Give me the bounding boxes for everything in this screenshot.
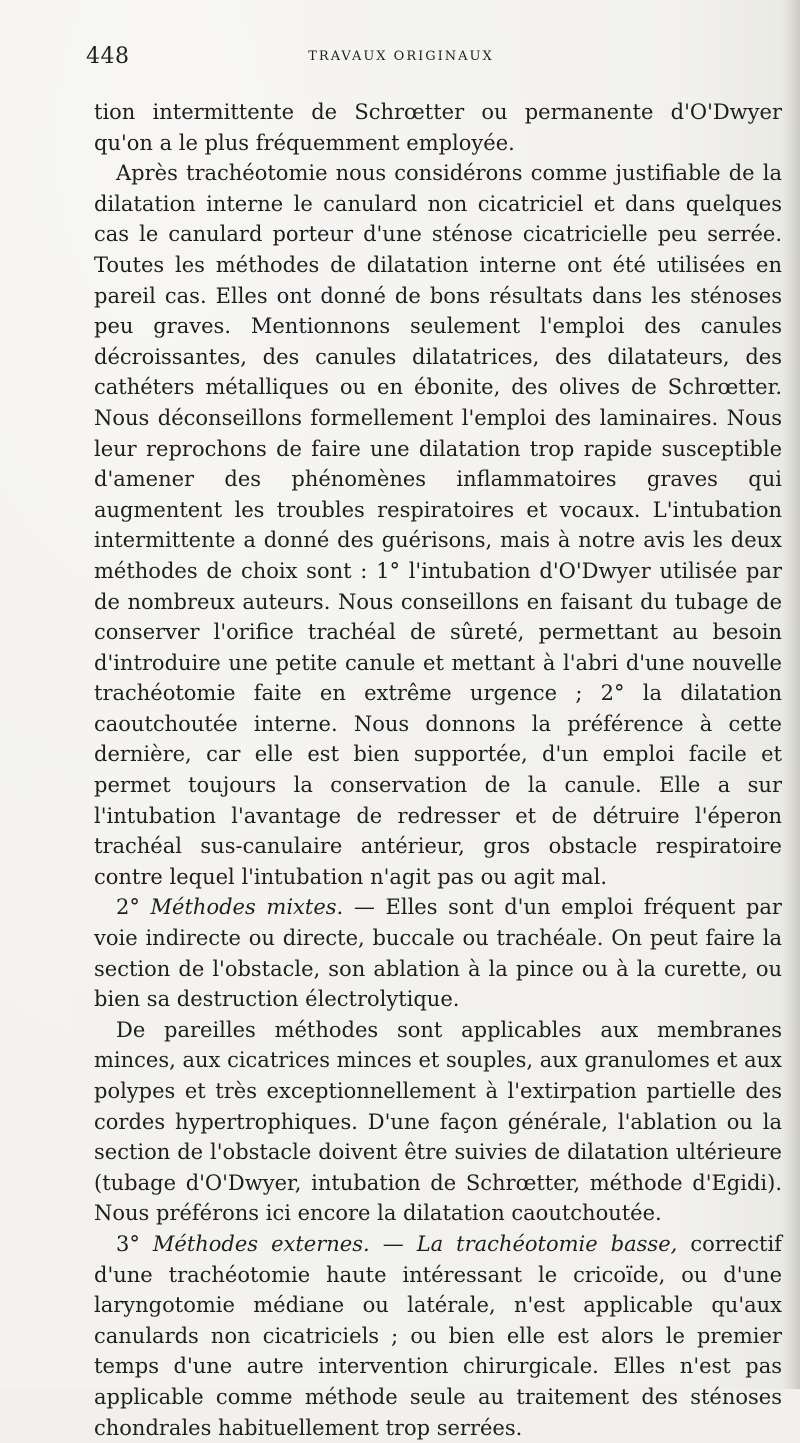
section-number: 3° bbox=[116, 1231, 140, 1256]
paragraph-continuation: tion intermittente de Schrœtter ou permanente d'O'Dwyer qu'on a le plus fréquemment employée. bbox=[94, 100, 782, 155]
section-heading: Méthodes externes. bbox=[152, 1231, 370, 1256]
running-head: TRAVAUX ORIGINAUX bbox=[308, 49, 494, 64]
section-number: 2° bbox=[116, 895, 140, 920]
paragraph-body: — Elles sont d'un emploi fréquent par voie indirecte ou directe, buccale ou trachéale. On peut faire la section de l'obstacle, son ablation à la pince ou à la curette, ou bien sa destruction électrolytique. bbox=[94, 895, 782, 1012]
body-text bbox=[94, 97, 782, 1443]
page-edge-shadow bbox=[782, 0, 800, 1389]
page-number: 448 bbox=[86, 44, 130, 69]
paragraph-after-tracheotomy: Après trachéotomie nous considérons comme justifiable de la dilatation interne le canulard non cicatriciel et dans quelques cas le canulard porteur d'une sténose cicatricielle peu serrée. Toutes les méthodes de dilatation interne ont été utilisées en pareil cas. Elles ont donné de bons résultats dans les sténoses peu graves. Mentionnons seulement l'emploi des canules décroissantes, des canules dilatatrices, des dilatateurs, des cathéters métalliques ou en ébonite, des olives de Schrœtter. Nous déconseillons formellement l'emploi des laminaires. Nous leur reprochons de faire une dilatation trop rapide susceptible d'amener des phénomènes inflammatoires graves qui augmentent les troubles respiratoires et vocaux. L'intubation intermittente a donné des guérisons, mais à notre avis les deux méthodes de choix sont : 1° l'intubation d'O'Dwyer utilisée par de nombreux auteurs. Nous conseillons en faisant du tubage de conserver l'orifice trachéal de sûreté, permettant au besoin d'introduire une petite canule et mettant à l'abri d'une nouvelle trachéotomie faite en extrême urgence ; 2° la dilatation caoutchoutée interne. Nous donnons la préférence à cette dernière, car elle est bien supportée, d'un emploi facile et permet toujours la conservation de la canule. Elle a sur l'intubation l'avantage de redresser et de détruire l'éperon trachéal sus-canulaire antérieur, gros obstacle respiratoire contre lequel l'intubation n'agit pas ou agit mal. bbox=[94, 161, 782, 889]
italic-term: La trachéotomie basse, bbox=[416, 1231, 678, 1256]
page-header bbox=[86, 44, 716, 78]
paragraph-external-methods bbox=[94, 1229, 782, 1443]
paragraph-applicable-methods: De pareilles méthodes sont applicables aux membranes minces, aux cicatrices minces et souples, aux granulomes et aux polypes et très exceptionnellement à l'extirpation partielle des cordes hypertrophiques. D'une façon générale, l'ablation ou la section de l'obstacle doivent être suivies de dilatation ultérieure (tubage d'O'Dwyer, intubation de Schrœtter, méthode d'Egidi). Nous préférons ici encore la dilatation caoutchoutée. bbox=[94, 1017, 782, 1226]
paragraph-mixed-methods bbox=[94, 892, 782, 1014]
section-heading: Méthodes mixtes. bbox=[150, 895, 344, 920]
dash: — bbox=[382, 1231, 404, 1256]
paragraph-body: correctif d'une trachéotomie haute intéressant le cricoïde, ou d'une laryngotomie médiane ou latérale, n'est applicable qu'aux canulards non cicatriciels ; ou bien elle est alors le premier temps d'une autre intervention chirurgicale. Elles n'est pas applicable comme méthode seule au traitement des sténoses chondrales habituellement trop serrées. bbox=[94, 1231, 782, 1440]
